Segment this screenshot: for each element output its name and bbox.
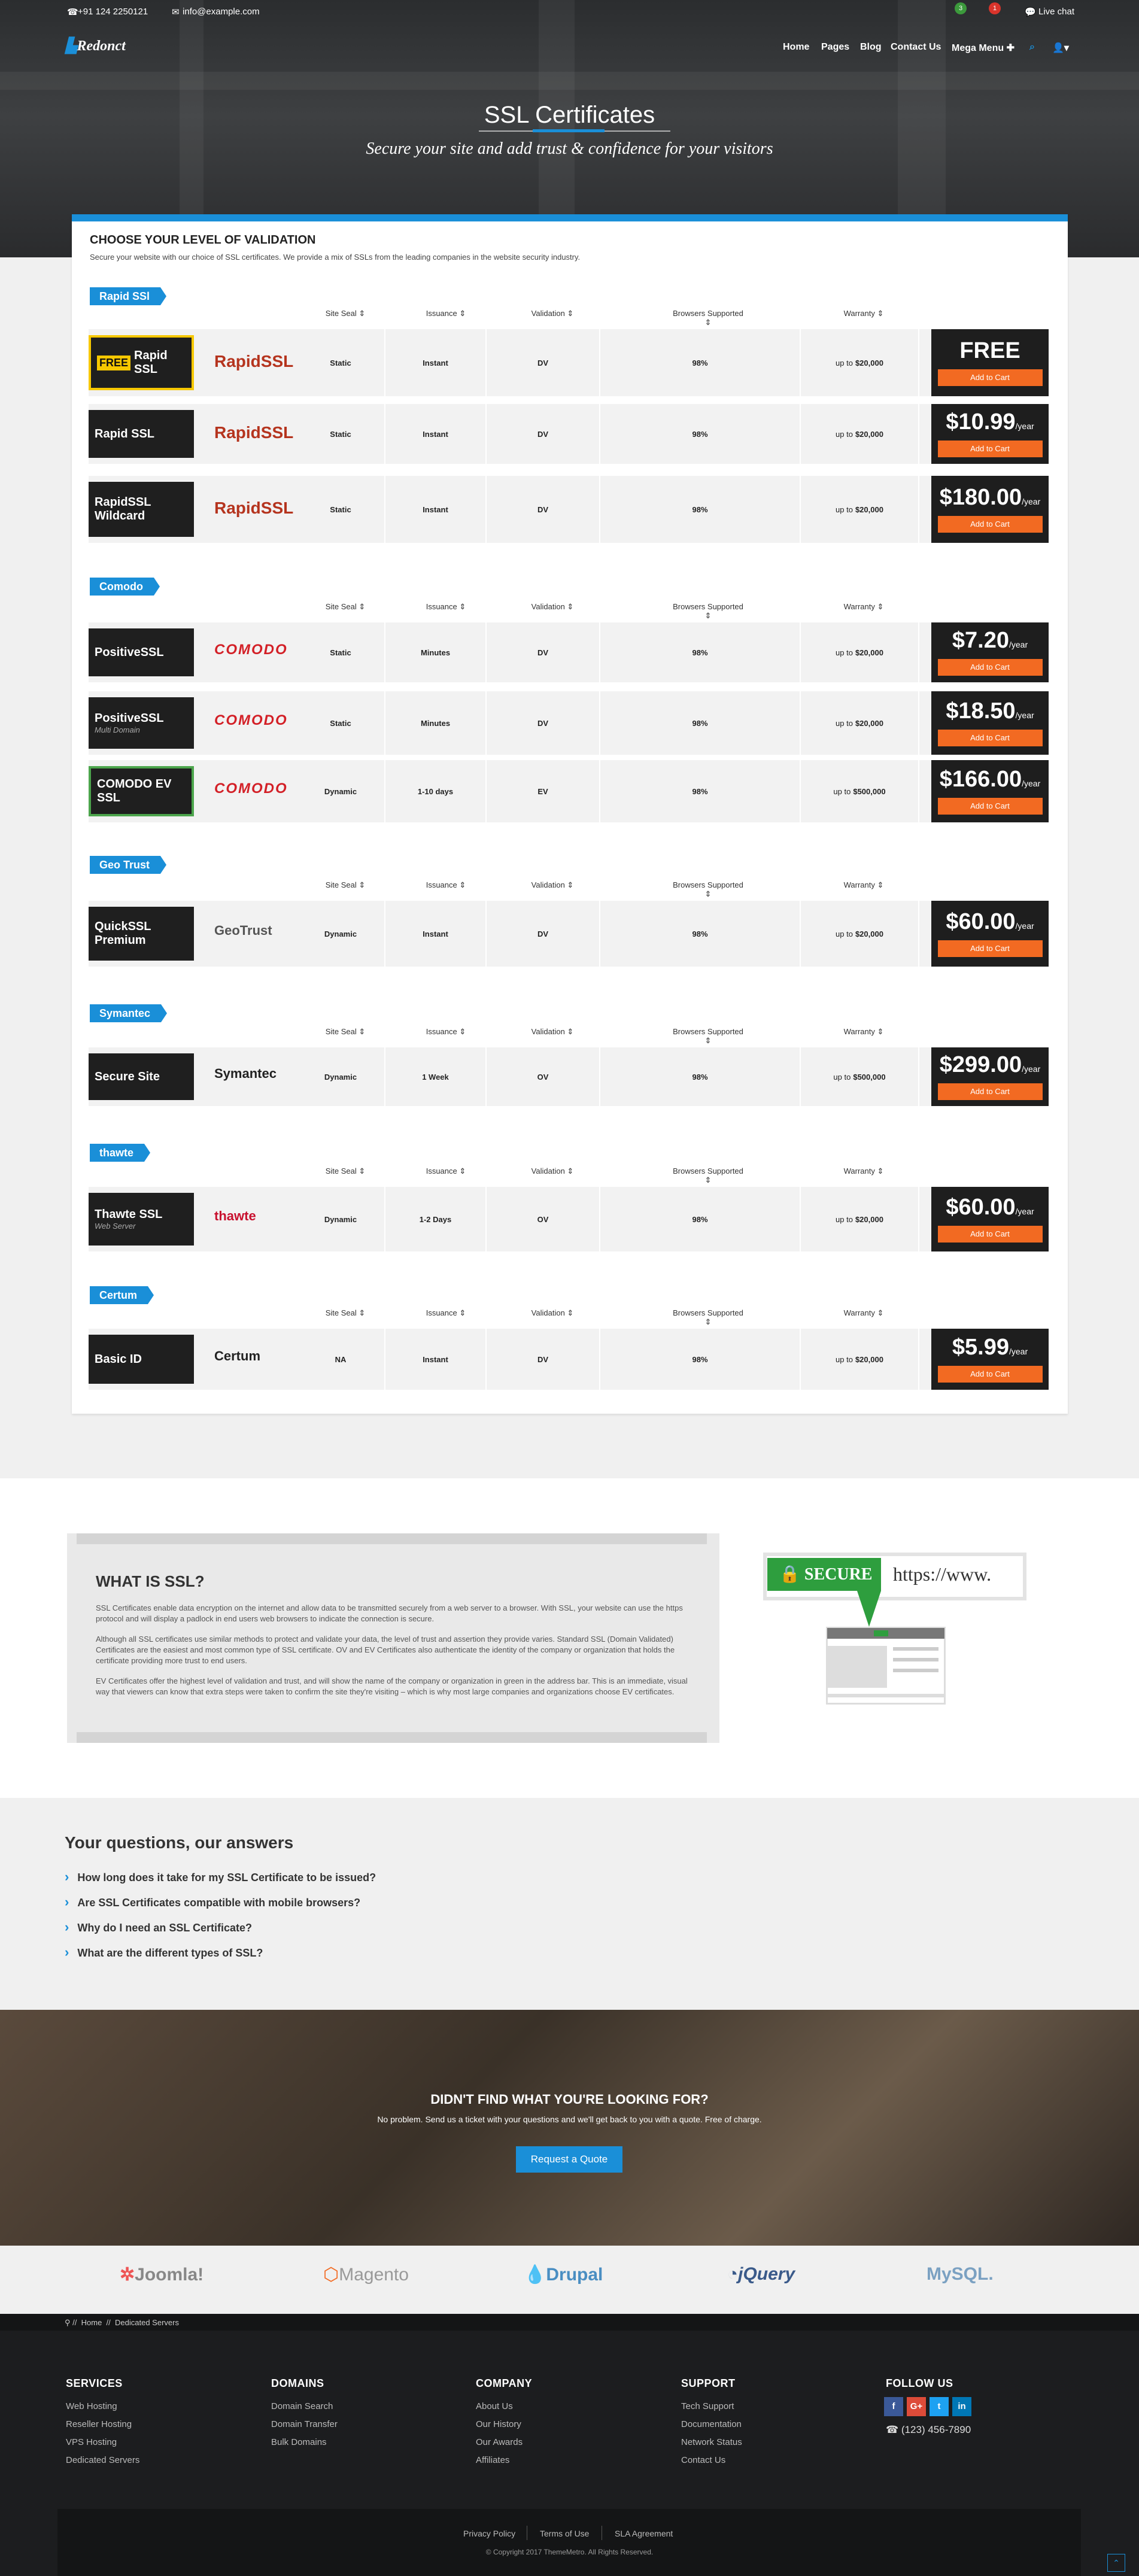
product-row	[89, 476, 1049, 543]
twitter-icon[interactable]: t	[930, 2397, 949, 2416]
product-name-box	[89, 482, 194, 537]
url-text: https://www.	[893, 1563, 992, 1585]
price-box	[931, 476, 1049, 543]
product-name: Rapid SSL	[134, 349, 168, 376]
top-bar	[0, 0, 1139, 23]
cell-issuance: Instant	[385, 1329, 487, 1390]
joomla-logo: ✲Joomla!	[120, 2265, 204, 2285]
mini-line	[827, 1694, 944, 1697]
brand-logo: GeoTrust	[214, 923, 272, 938]
warranty-value: $500,000	[853, 1072, 886, 1082]
footer-link[interactable]: Tech Support	[681, 2401, 734, 2411]
price-box	[931, 760, 1049, 822]
footer-link[interactable]: Our Awards	[476, 2437, 523, 2447]
message-badge[interactable]: 1	[989, 2, 1001, 14]
product-name-box	[89, 1335, 194, 1384]
warranty-value: $20,000	[855, 929, 883, 938]
warranty-value: $20,000	[855, 1354, 883, 1364]
product-row	[89, 1187, 1049, 1251]
cell-issuance: 1-2 Days	[385, 1187, 487, 1251]
add-to-cart-button[interactable]: Add to Cart	[938, 441, 1043, 457]
cell-issuance: 1-10 days	[385, 760, 487, 822]
product-row	[89, 1329, 1049, 1390]
column-header[interactable]: Issuance ⇕	[426, 1308, 466, 1317]
price-period: /year	[1022, 779, 1041, 788]
cell-validation: DV	[487, 622, 600, 682]
footer-company-title: COMPANY	[476, 2377, 533, 2389]
footer-link[interactable]: About Us	[476, 2401, 513, 2411]
column-header[interactable]: Browsers Supported ⇕	[673, 880, 743, 898]
column-header[interactable]: Site Seal ⇕	[325, 309, 366, 318]
mini-line	[893, 1647, 938, 1651]
chat-icon: 💬	[1025, 7, 1036, 17]
column-header[interactable]: Issuance ⇕	[426, 309, 466, 318]
product-name: PositiveSSL	[95, 712, 164, 725]
brand-logo: RapidSSL	[214, 423, 294, 442]
product-name-box	[89, 766, 194, 816]
cell-validation: EV	[487, 760, 600, 822]
cell-browsers: 98%	[600, 760, 801, 822]
column-header[interactable]: Browsers Supported ⇕	[673, 1027, 743, 1045]
cell-warranty	[801, 622, 919, 682]
price	[931, 629, 1049, 652]
product-name-box	[89, 697, 194, 749]
cell-seal: Static	[297, 329, 385, 396]
free-tag: FREE	[97, 356, 130, 370]
logo-icon: ▙	[66, 38, 77, 54]
price-value: $166.00	[939, 767, 1022, 792]
footer-link[interactable]: Our History	[476, 2419, 521, 2429]
price	[931, 339, 1049, 362]
footer-follow-title: FOLLOW US	[886, 2377, 953, 2389]
footer-link[interactable]: Documentation	[681, 2419, 742, 2429]
footer-support-title: SUPPORT	[681, 2377, 736, 2389]
cell-issuance: Minutes	[385, 691, 487, 755]
column-header[interactable]: Validation ⇕	[531, 880, 574, 889]
jquery-logo: ◔jQuery	[727, 2264, 795, 2284]
product-name: Basic ID	[95, 1352, 142, 1366]
cta-text: No problem. Send us a ticket with your questions and we'll get back to you with a quote. Free of charge.	[377, 2115, 762, 2124]
product-row	[89, 622, 1049, 682]
brand-logo: RapidSSL	[214, 352, 294, 370]
group-tag: Certum	[90, 1286, 148, 1304]
cell-seal: Dynamic	[297, 1047, 385, 1106]
product-row	[89, 329, 1049, 396]
price	[931, 1196, 1049, 1219]
column-header[interactable]: Browsers Supported ⇕	[673, 602, 743, 620]
warranty-value: $20,000	[855, 648, 883, 657]
product-name: COMODO EV SSL	[97, 777, 172, 804]
cell-seal: Static	[297, 622, 385, 682]
price	[931, 486, 1049, 509]
copyright: © Copyright 2017 ThemeMetro. All Rights Reserved.	[485, 2548, 654, 2556]
sla-link[interactable]: SLA Agreement	[615, 2529, 673, 2538]
add-to-cart-button[interactable]: Add to Cart	[938, 798, 1043, 815]
cell-warranty	[801, 329, 919, 396]
page-title: SSL Certificates	[484, 102, 655, 128]
mysql-logo: MySQL.	[927, 2264, 994, 2284]
warranty-value: $20,000	[855, 718, 883, 728]
cell-browsers: 98%	[600, 1047, 801, 1106]
footer-bottom	[57, 2509, 1081, 2576]
cell-validation: OV	[487, 1187, 600, 1251]
column-header[interactable]: Validation ⇕	[531, 1167, 574, 1175]
cell-seal: Static	[297, 691, 385, 755]
column-header[interactable]: Browsers Supported ⇕	[673, 1167, 743, 1184]
column-header[interactable]: Site Seal ⇕	[325, 1308, 366, 1317]
price-value: $299.00	[939, 1052, 1022, 1077]
google-plus-icon[interactable]: G+	[907, 2397, 926, 2416]
price-period: /year	[1015, 921, 1034, 931]
logo-text: Redonct	[77, 38, 126, 54]
warranty-prefix: up to	[833, 786, 851, 796]
warranty-value: $20,000	[855, 429, 883, 439]
price	[931, 1053, 1049, 1076]
add-to-cart-button[interactable]: Add to Cart	[938, 730, 1043, 746]
cell-warranty	[801, 1329, 919, 1390]
footer-link[interactable]: Network Status	[681, 2437, 742, 2447]
brand-logo: RapidSSL	[214, 499, 294, 517]
cell-warranty	[801, 1047, 919, 1106]
column-header[interactable]: Warranty ⇕	[843, 1308, 884, 1317]
product-row	[89, 901, 1049, 967]
brand-logo: COMODO	[214, 642, 288, 658]
add-to-cart-button[interactable]: Add to Cart	[938, 940, 1043, 957]
price-value: $18.50	[946, 698, 1016, 724]
cta-title: DIDN'T FIND WHAT YOU'RE LOOKING FOR?	[430, 2092, 709, 2107]
product-subname: Multi Domain	[95, 725, 140, 734]
footer-link[interactable]: Affiliates	[476, 2455, 510, 2465]
group-tag: Comodo	[90, 578, 154, 596]
cell-validation: DV	[487, 329, 600, 396]
price-period: /year	[1015, 1207, 1034, 1216]
group-tag: Rapid SSl	[90, 287, 160, 305]
product-name: QuickSSL Premium	[95, 920, 151, 947]
cell-seal: Static	[297, 404, 385, 464]
joomla-icon: ✲	[120, 2265, 135, 2285]
faq-title: Your questions, our answers	[65, 1833, 294, 1852]
footer-link[interactable]: Domain Transfer	[271, 2419, 338, 2429]
nav-home[interactable]: Home	[783, 42, 810, 52]
column-header[interactable]: Site Seal ⇕	[325, 1167, 366, 1175]
mini-line	[893, 1669, 938, 1672]
price-box	[931, 1329, 1049, 1390]
cell-browsers: 98%	[600, 1187, 801, 1251]
column-header[interactable]: Validation ⇕	[531, 309, 574, 318]
column-header[interactable]: Warranty ⇕	[843, 1167, 884, 1175]
map-pin-icon: ⚲	[65, 2318, 71, 2327]
linkedin-icon[interactable]: in	[952, 2397, 971, 2416]
column-header[interactable]: Warranty ⇕	[843, 880, 884, 889]
price	[931, 700, 1049, 722]
footer-link[interactable]: Dedicated Servers	[66, 2455, 140, 2465]
price-box	[931, 1047, 1049, 1106]
faq-item[interactable]: › Are SSL Certificates compatible with mobile browsers?	[65, 1894, 360, 1910]
footer-domains-title: DOMAINS	[271, 2377, 324, 2389]
secure-text: SECURE	[804, 1565, 873, 1584]
product-name-box	[89, 628, 194, 676]
breadcrumb: ⚲ // Home // Dedicated Servers	[65, 2318, 179, 2327]
title-accent	[533, 129, 605, 132]
cell-browsers: 98%	[600, 1329, 801, 1390]
warranty-prefix: up to	[836, 505, 853, 514]
product-name-box	[89, 410, 194, 458]
price-value: $60.00	[946, 1195, 1016, 1220]
quote-cta-section	[0, 2010, 1139, 2246]
cell-browsers: 98%	[600, 329, 801, 396]
price	[931, 910, 1049, 933]
nav-blog[interactable]: Blog	[860, 42, 882, 52]
product-name-box	[89, 907, 194, 961]
warranty-prefix: up to	[836, 1214, 853, 1224]
footer-link[interactable]: Domain Search	[271, 2401, 333, 2411]
cell-warranty	[801, 476, 919, 543]
cell-seal: Dynamic	[297, 760, 385, 822]
warranty-prefix: up to	[836, 1354, 853, 1364]
site-logo[interactable]	[66, 37, 126, 54]
group-tag: Symantec	[90, 1004, 161, 1022]
notification-badge[interactable]: 3	[955, 2, 967, 14]
cell-issuance: Instant	[385, 329, 487, 396]
price-value: $5.99	[952, 1335, 1009, 1360]
cell-warranty	[801, 901, 919, 967]
facebook-icon[interactable]: f	[884, 2397, 903, 2416]
live-chat-link[interactable]: Live chat	[1038, 7, 1075, 17]
terms-link[interactable]: Terms of Use	[540, 2529, 590, 2538]
price-period: /year	[1009, 640, 1028, 649]
magento-icon: ⬡	[323, 2265, 339, 2285]
cell-warranty	[801, 760, 919, 822]
cell-warranty	[801, 1187, 919, 1251]
price	[931, 768, 1049, 791]
page-subtitle: Secure your site and add trust & confidence for your visitors	[366, 139, 773, 158]
nav-mega-menu[interactable]: Mega Menu ✚	[952, 43, 1015, 53]
warranty-prefix: up to	[833, 1072, 851, 1082]
cell-issuance: Instant	[385, 404, 487, 464]
drupal-logo: 💧Drupal	[524, 2265, 603, 2285]
product-row	[89, 404, 1049, 464]
nav-pages[interactable]: Pages	[821, 42, 850, 52]
price-box	[931, 622, 1049, 682]
product-name-box	[89, 1193, 194, 1246]
cell-issuance: Instant	[385, 476, 487, 543]
footer-link[interactable]: Web Hosting	[66, 2401, 117, 2411]
price-value: FREE	[959, 338, 1020, 363]
cell-issuance: Instant	[385, 901, 487, 967]
group-tag: thawte	[90, 1144, 144, 1162]
cell-validation: DV	[487, 1329, 600, 1390]
cell-browsers: 98%	[600, 622, 801, 682]
product-name: RapidSSL Wildcard	[95, 496, 151, 523]
cell-seal: Dynamic	[297, 901, 385, 967]
topbar-email[interactable]: info@example.com	[183, 7, 260, 17]
product-name: Secure Site	[95, 1070, 160, 1083]
add-to-cart-button[interactable]: Add to Cart	[938, 659, 1043, 676]
cell-browsers: 98%	[600, 691, 801, 755]
footer-phone: ☎ (123) 456-7890	[886, 2424, 971, 2435]
cell-seal: NA	[297, 1329, 385, 1390]
cell-validation: DV	[487, 476, 600, 543]
column-header[interactable]: Browsers Supported ⇕	[673, 1308, 743, 1326]
cell-validation: DV	[487, 691, 600, 755]
search-icon[interactable]: ⌕	[1029, 42, 1035, 52]
product-name: Thawte SSL	[95, 1208, 163, 1221]
product-row	[89, 1047, 1049, 1106]
box-top-bar	[77, 1533, 707, 1544]
product-name-box	[89, 1053, 194, 1100]
faq-item[interactable]: › What are the different types of SSL?	[65, 1945, 263, 1960]
column-header[interactable]: Validation ⇕	[531, 602, 574, 611]
breadcrumb-home[interactable]: Home	[81, 2318, 102, 2327]
price-box	[931, 1187, 1049, 1251]
faq-item[interactable]: › Why do I need an SSL Certificate?	[65, 1919, 252, 1935]
secure-badge	[767, 1558, 881, 1591]
column-header[interactable]: Site Seal ⇕	[325, 602, 366, 611]
cell-warranty	[801, 404, 919, 464]
mini-secure-badge	[874, 1630, 888, 1636]
what-is-ssl-title: WHAT IS SSL?	[96, 1572, 205, 1590]
cell-browsers: 98%	[600, 476, 801, 543]
cell-validation: DV	[487, 404, 600, 464]
cell-issuance: 1 Week	[385, 1047, 487, 1106]
topbar-phone: +91 124 2250121	[78, 7, 148, 17]
product-row	[89, 691, 1049, 755]
price-period: /year	[1022, 1064, 1041, 1074]
column-header[interactable]: Validation ⇕	[531, 1027, 574, 1036]
validation-heading: CHOOSE YOUR LEVEL OF VALIDATION	[90, 233, 316, 247]
price-period: /year	[1009, 1347, 1028, 1356]
cell-seal: Static	[297, 476, 385, 543]
breadcrumb-current: Dedicated Servers	[115, 2318, 179, 2327]
footer-link[interactable]: VPS Hosting	[66, 2437, 117, 2447]
mini-image-placeholder	[827, 1646, 887, 1688]
user-icon[interactable]: 👤▾	[1052, 43, 1069, 53]
cell-issuance: Minutes	[385, 622, 487, 682]
footer-link[interactable]: Bulk Domains	[271, 2437, 327, 2447]
privacy-link[interactable]: Privacy Policy	[463, 2529, 516, 2538]
column-header[interactable]: Warranty ⇕	[843, 309, 884, 318]
brand-logo: Certum	[214, 1348, 261, 1363]
column-header[interactable]: Site Seal ⇕	[325, 880, 366, 889]
cell-seal: Dynamic	[297, 1187, 385, 1251]
footer-link[interactable]: Reseller Hosting	[66, 2419, 132, 2429]
price-period: /year	[1015, 710, 1034, 720]
request-quote-button[interactable]: Request a Quote	[516, 2146, 622, 2173]
footer-services-title: SERVICES	[66, 2377, 123, 2389]
price	[931, 1336, 1049, 1359]
price-period: /year	[1022, 497, 1041, 506]
mail-icon: ✉	[172, 7, 180, 17]
add-to-cart-button[interactable]: Add to Cart	[938, 1226, 1043, 1243]
price	[931, 411, 1049, 433]
lock-icon: 🔒	[779, 1565, 800, 1584]
add-to-cart-button[interactable]: Add to Cart	[938, 516, 1043, 533]
brand-logo: Symantec	[214, 1066, 277, 1081]
phone-icon: ☎	[886, 2424, 899, 2435]
price-value: $7.20	[952, 628, 1009, 653]
add-to-cart-button[interactable]: Add to Cart	[938, 1083, 1043, 1100]
cell-warranty	[801, 691, 919, 755]
price-box	[931, 901, 1049, 967]
brand-logo: thawte	[214, 1208, 256, 1223]
column-header[interactable]: Warranty ⇕	[843, 1027, 884, 1036]
cell-validation: OV	[487, 1047, 600, 1106]
faq-item[interactable]: › How long does it take for my SSL Certificate to be issued?	[65, 1869, 376, 1885]
back-to-top-button[interactable]: ⌃	[1107, 2554, 1125, 2572]
brand-logo: COMODO	[214, 780, 288, 797]
product-name: PositiveSSL	[95, 645, 164, 659]
warranty-prefix: up to	[836, 358, 853, 367]
column-header[interactable]: Issuance ⇕	[426, 602, 466, 611]
product-subname: Web Server	[95, 1222, 136, 1231]
product-name: Rapid SSL	[95, 427, 155, 441]
what-is-ssl-p1: SSL Certificates enable data encryption on the internet and allow data to be transmitted securely from a web server to a browser. With SSL, your website can use the https protocol and will display a padlock in end users web browsers to indicate the connection is secure.	[96, 1603, 683, 1623]
cell-browsers: 98%	[600, 404, 801, 464]
validation-intro: Secure your website with our choice of SSL certificates. We provide a mix of SSLs from the leading companies in the website security industry.	[90, 253, 581, 262]
price-period: /year	[1015, 421, 1034, 431]
phone-icon: ☎	[67, 7, 78, 17]
group-tag: Geo Trust	[90, 856, 160, 874]
nav-contact[interactable]: Contact Us	[891, 42, 941, 52]
column-header[interactable]: Issuance ⇕	[426, 1027, 466, 1036]
footer-link[interactable]: Contact Us	[681, 2455, 726, 2465]
warranty-prefix: up to	[836, 429, 853, 439]
column-header[interactable]: Validation ⇕	[531, 1308, 574, 1317]
what-is-ssl-p2: Although all SSL certificates use similar methods to protect and validate your data, the level of trust and assertion they provide varies. Standard SSL (Domain Validated) Certificates are the easiest and most common type of SSL certificate. OV and EV Certificates also authenticate the identity of the company or organization that holds the certificate providing more trust to end users.	[96, 1635, 675, 1665]
add-to-cart-button[interactable]: Add to Cart	[938, 369, 1043, 386]
what-is-ssl-p3: EV Certificates offer the highest level of validation and trust, and will show the name of the company or organization in green in the address bar. This is an immediate, visual way that viewers can know that extra steps were taken to confirm the site they're visiting – which is why most large companies and organizations choose EV certificates.	[96, 1676, 688, 1696]
warranty-prefix: up to	[836, 929, 853, 938]
box-bottom-bar	[77, 1732, 707, 1743]
column-header[interactable]: Issuance ⇕	[426, 1167, 466, 1175]
price-box	[931, 691, 1049, 755]
product-row	[89, 760, 1049, 822]
warranty-prefix: up to	[836, 718, 853, 728]
warranty-value: $500,000	[853, 786, 886, 796]
magento-logo: ⬡Magento	[323, 2265, 409, 2285]
warranty-prefix: up to	[836, 648, 853, 657]
add-to-cart-button[interactable]: Add to Cart	[938, 1366, 1043, 1383]
brand-logo: COMODO	[214, 712, 288, 728]
price-box	[931, 404, 1049, 464]
price-value: $60.00	[946, 909, 1016, 934]
cell-browsers: 98%	[600, 901, 801, 967]
price-value: $10.99	[946, 409, 1016, 435]
column-header[interactable]: Issuance ⇕	[426, 880, 466, 889]
mini-line	[893, 1658, 938, 1661]
cell-validation: DV	[487, 901, 600, 967]
column-header[interactable]: Warranty ⇕	[843, 602, 884, 611]
column-header[interactable]: Site Seal ⇕	[325, 1027, 366, 1036]
drupal-icon: 💧	[524, 2265, 546, 2285]
price-value: $180.00	[939, 485, 1022, 510]
warranty-value: $20,000	[855, 505, 883, 514]
warranty-value: $20,000	[855, 1214, 883, 1224]
warranty-value: $20,000	[855, 358, 883, 367]
column-header[interactable]: Browsers Supported ⇕	[673, 309, 743, 327]
price-box	[931, 329, 1049, 396]
jquery-icon: ◔	[727, 2264, 739, 2284]
product-name-box	[89, 335, 194, 390]
